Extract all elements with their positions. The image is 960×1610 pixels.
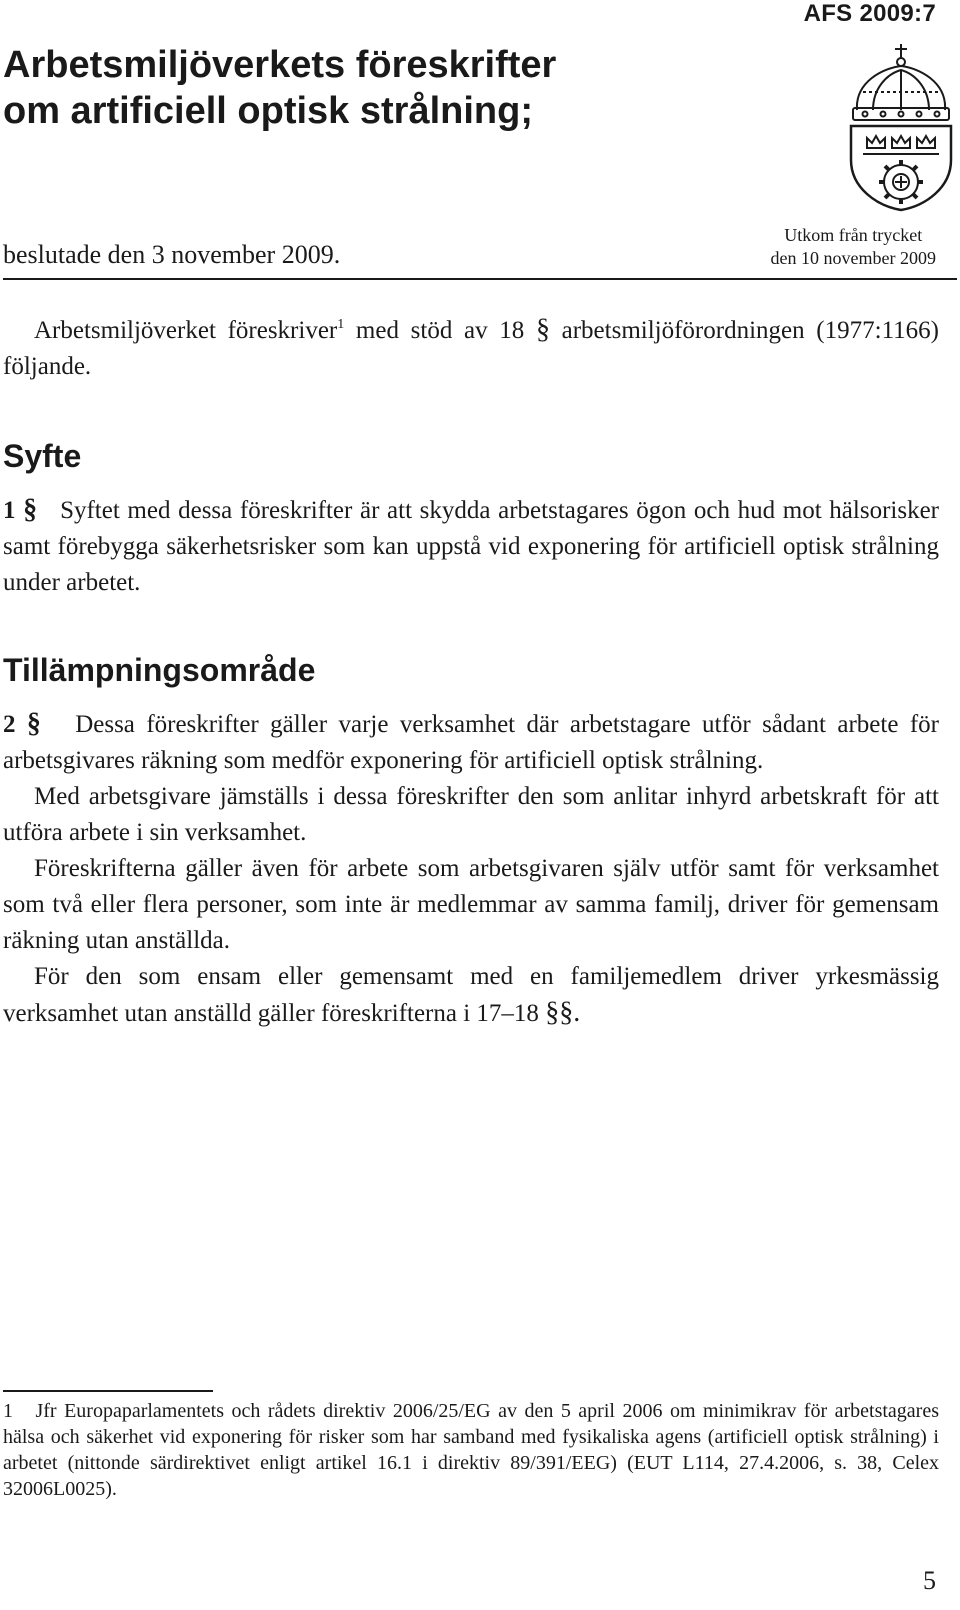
paragraph-2-first: [3, 706, 939, 779]
paragraph-2-fourth: [3, 959, 939, 1032]
title-line-1: Arbetsmiljöverkets föreskrifter: [3, 44, 557, 86]
paragraph-2-second: Med arbetsgivare jämställs i dessa föreskrifter den som anlitar inhyrd arbetskraft för att utföra arbete i sin verksamhet.: [3, 783, 939, 846]
section-sign: §: [23, 494, 38, 525]
publication-line-1: Utkom från trycket: [784, 225, 923, 245]
intro-paragraph: [3, 312, 939, 385]
intro-text: arbetsmiljöförordningen (1977:1166) följande.: [3, 317, 939, 380]
intro-text: med stöd av 18: [344, 317, 536, 344]
publication-date: [771, 224, 936, 270]
footnote-text: Jfr Europaparlamentets och rådets direktiv 2006/25/EG av den 5 april 2006 om minimikrav för arbetstagares hälsa och säkerhet vid exponering för risker som har samband med fysikaliska agens (artificiell optisk strålning) i arbetet (nittonde särdirektivet enligt artikel 16.1 i direktiv 89/391/EEG) (EUT L114, 27.4.2006, s. 38, Celex 32006L0025).: [3, 1400, 940, 1500]
paragraph-text: Syftet med dessa föreskrifter är att skydda arbetstagares ögon och hud mot hälsorisker samt förebygga säkerhetsrisker som kan uppstå vid exponering för artificiell optisk strålning under arbetet.: [3, 497, 939, 596]
section-sign: §: [26, 708, 41, 739]
decision-date: beslutade den 3 november 2009.: [3, 240, 341, 269]
intro-text: Arbetsmiljöverket föreskriver: [34, 317, 338, 344]
footnote-divider: [3, 1390, 213, 1392]
document-title: [3, 42, 556, 134]
paragraph-1: [3, 492, 939, 601]
footnote-reference: 1: [337, 317, 345, 332]
publication-line-2: den 10 november 2009: [770, 248, 936, 268]
paragraph-number: 1: [3, 497, 16, 524]
page-number: 5: [923, 1566, 936, 1595]
series-number: AFS 2009:7: [803, 0, 936, 27]
paragraph-2: [3, 706, 939, 1032]
paragraph-2-third: Föreskrifterna gäller även för arbete som arbetsgivaren själv utför samt för verksamhet som två eller flera personer, som inte är medlemmar av samma familj, driver för gemensam räkning utan anställda.: [3, 855, 939, 954]
section-sign: §: [535, 314, 550, 345]
section-heading-purpose: Syfte: [3, 438, 82, 474]
footnote: [3, 1398, 939, 1502]
paragraph-number: 2: [3, 711, 16, 738]
paragraph-text: Dessa föreskrifter gäller varje verksamhet där arbetstagare utför sådant arbete för arbetsgivares räkning som medför exponering för artificiell optisk strålning.: [3, 711, 939, 774]
header-divider: [3, 278, 957, 280]
title-line-2: om artificiell optisk strålning;: [3, 90, 533, 132]
paragraph-text: För den som ensam eller gemensamt med en familjemedlem driver yrkesmässig verksamhet utan anställd gäller föreskrifterna i 17–18: [3, 963, 939, 1027]
section-signs: §§.: [545, 997, 581, 1028]
footnote-mark: 1: [3, 1400, 13, 1422]
section-heading-scope: Tillämpningsområde: [3, 652, 316, 688]
coat-of-arms-icon: [843, 42, 959, 212]
